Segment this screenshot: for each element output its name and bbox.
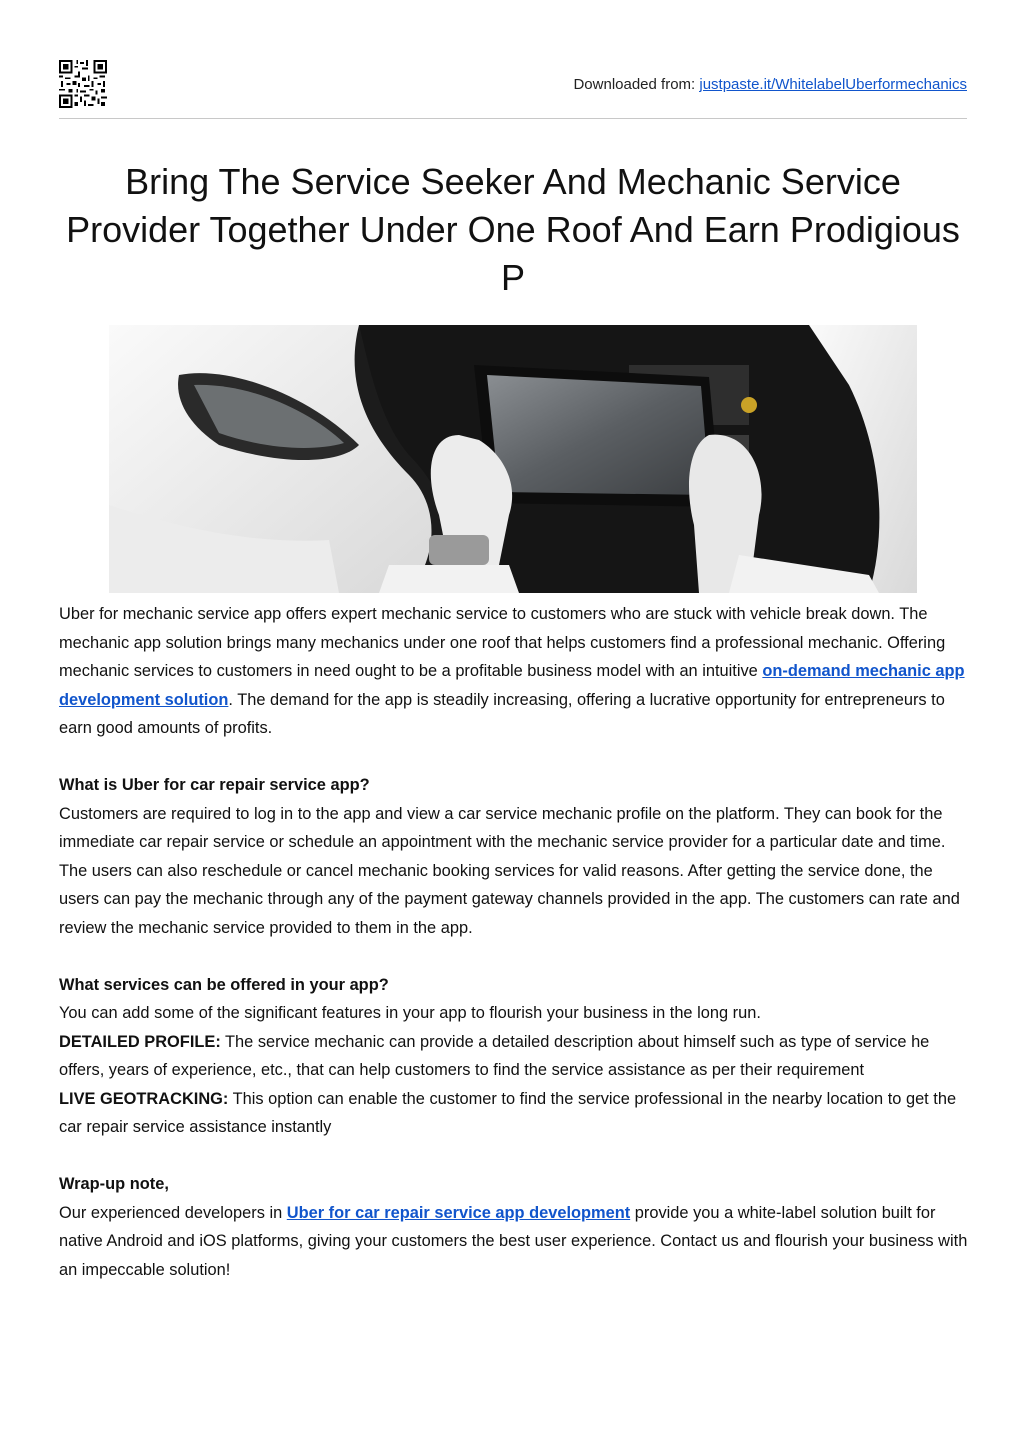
car-repair-app-link[interactable]: Uber for car repair service app development: [286, 1203, 631, 1222]
downloaded-label: Downloaded from:: [573, 76, 700, 93]
app-development-link[interactable]: on-demand mechanic app development solution: [59, 662, 965, 709]
section-paragraph: Customers are required to log in to the app and view a car service mechanic profile on the platform. They can book for the immediate car repair service or schedule an appointment with the mechanic service provider for a particular date and time. The users can also reschedule or cancel mechanic booking services for valid reasons. After getting the service done, the users can pay the mechanic through any of the payment gateway channels provided in the app. The customers can rate and review the mechanic service provided to them in the app.: [59, 804, 960, 937]
page-header: [59, 60, 967, 119]
page-title: Bring The Service Seeker And Mechanic Service Provider Together Under One Roof And Earn Prodigious P: [66, 161, 960, 298]
feature-item: LIVE GEOTRACKING: This option can enable the customer to find the service professional in the nearby location to get the car repair service assistance instantly: [59, 1089, 957, 1136]
section-heading: Wrap-up note,: [59, 1175, 169, 1193]
qr-code-icon[interactable]: [59, 60, 107, 108]
section-heading: What is Uber for car repair service app?: [59, 776, 370, 794]
downloaded-from: [573, 76, 967, 93]
section-heading: What services can be offered in your app?: [59, 975, 389, 994]
feature-label: LIVE GEOTRACKING:: [59, 1089, 229, 1108]
intro-paragraph: Uber for mechanic service app offers expert mechanic service to customers who are stuck with vehicle break down. The mechanic app solution brings many mechanics under one roof that helps customers find a professional mechanic. Offering mechanic services to customers in need ought to be a profitable business model with an intuitive on-demand mechanic app development solution. The demand for the app is steadily increasing, offering a lucrative opportunity for entrepreneurs to earn good amounts of profits.: [59, 605, 965, 737]
mechanic-tablet-photo: [109, 325, 917, 593]
section-paragraph: You can add some of the significant features in your app to flourish your business in the long run.: [59, 1004, 761, 1022]
feature-label: DETAILED PROFILE:: [59, 1032, 221, 1051]
feature-item: DETAILED PROFILE: The service mechanic can provide a detailed description about himself such as type of service he offers, years of experience, etc., that can help customers to find the service assistance as per their requirement: [59, 1032, 930, 1079]
article-body: [59, 600, 969, 1284]
source-link[interactable]: justpaste.it/WhitelabelUberformechanics: [699, 76, 967, 93]
wrap-up-paragraph: Our experienced developers in Uber for car repair service app development provide you a white-label solution built for native Android and iOS platforms, giving your customers the best user experience. Contact us and flourish your business with an impeccable solution!: [59, 1203, 968, 1279]
